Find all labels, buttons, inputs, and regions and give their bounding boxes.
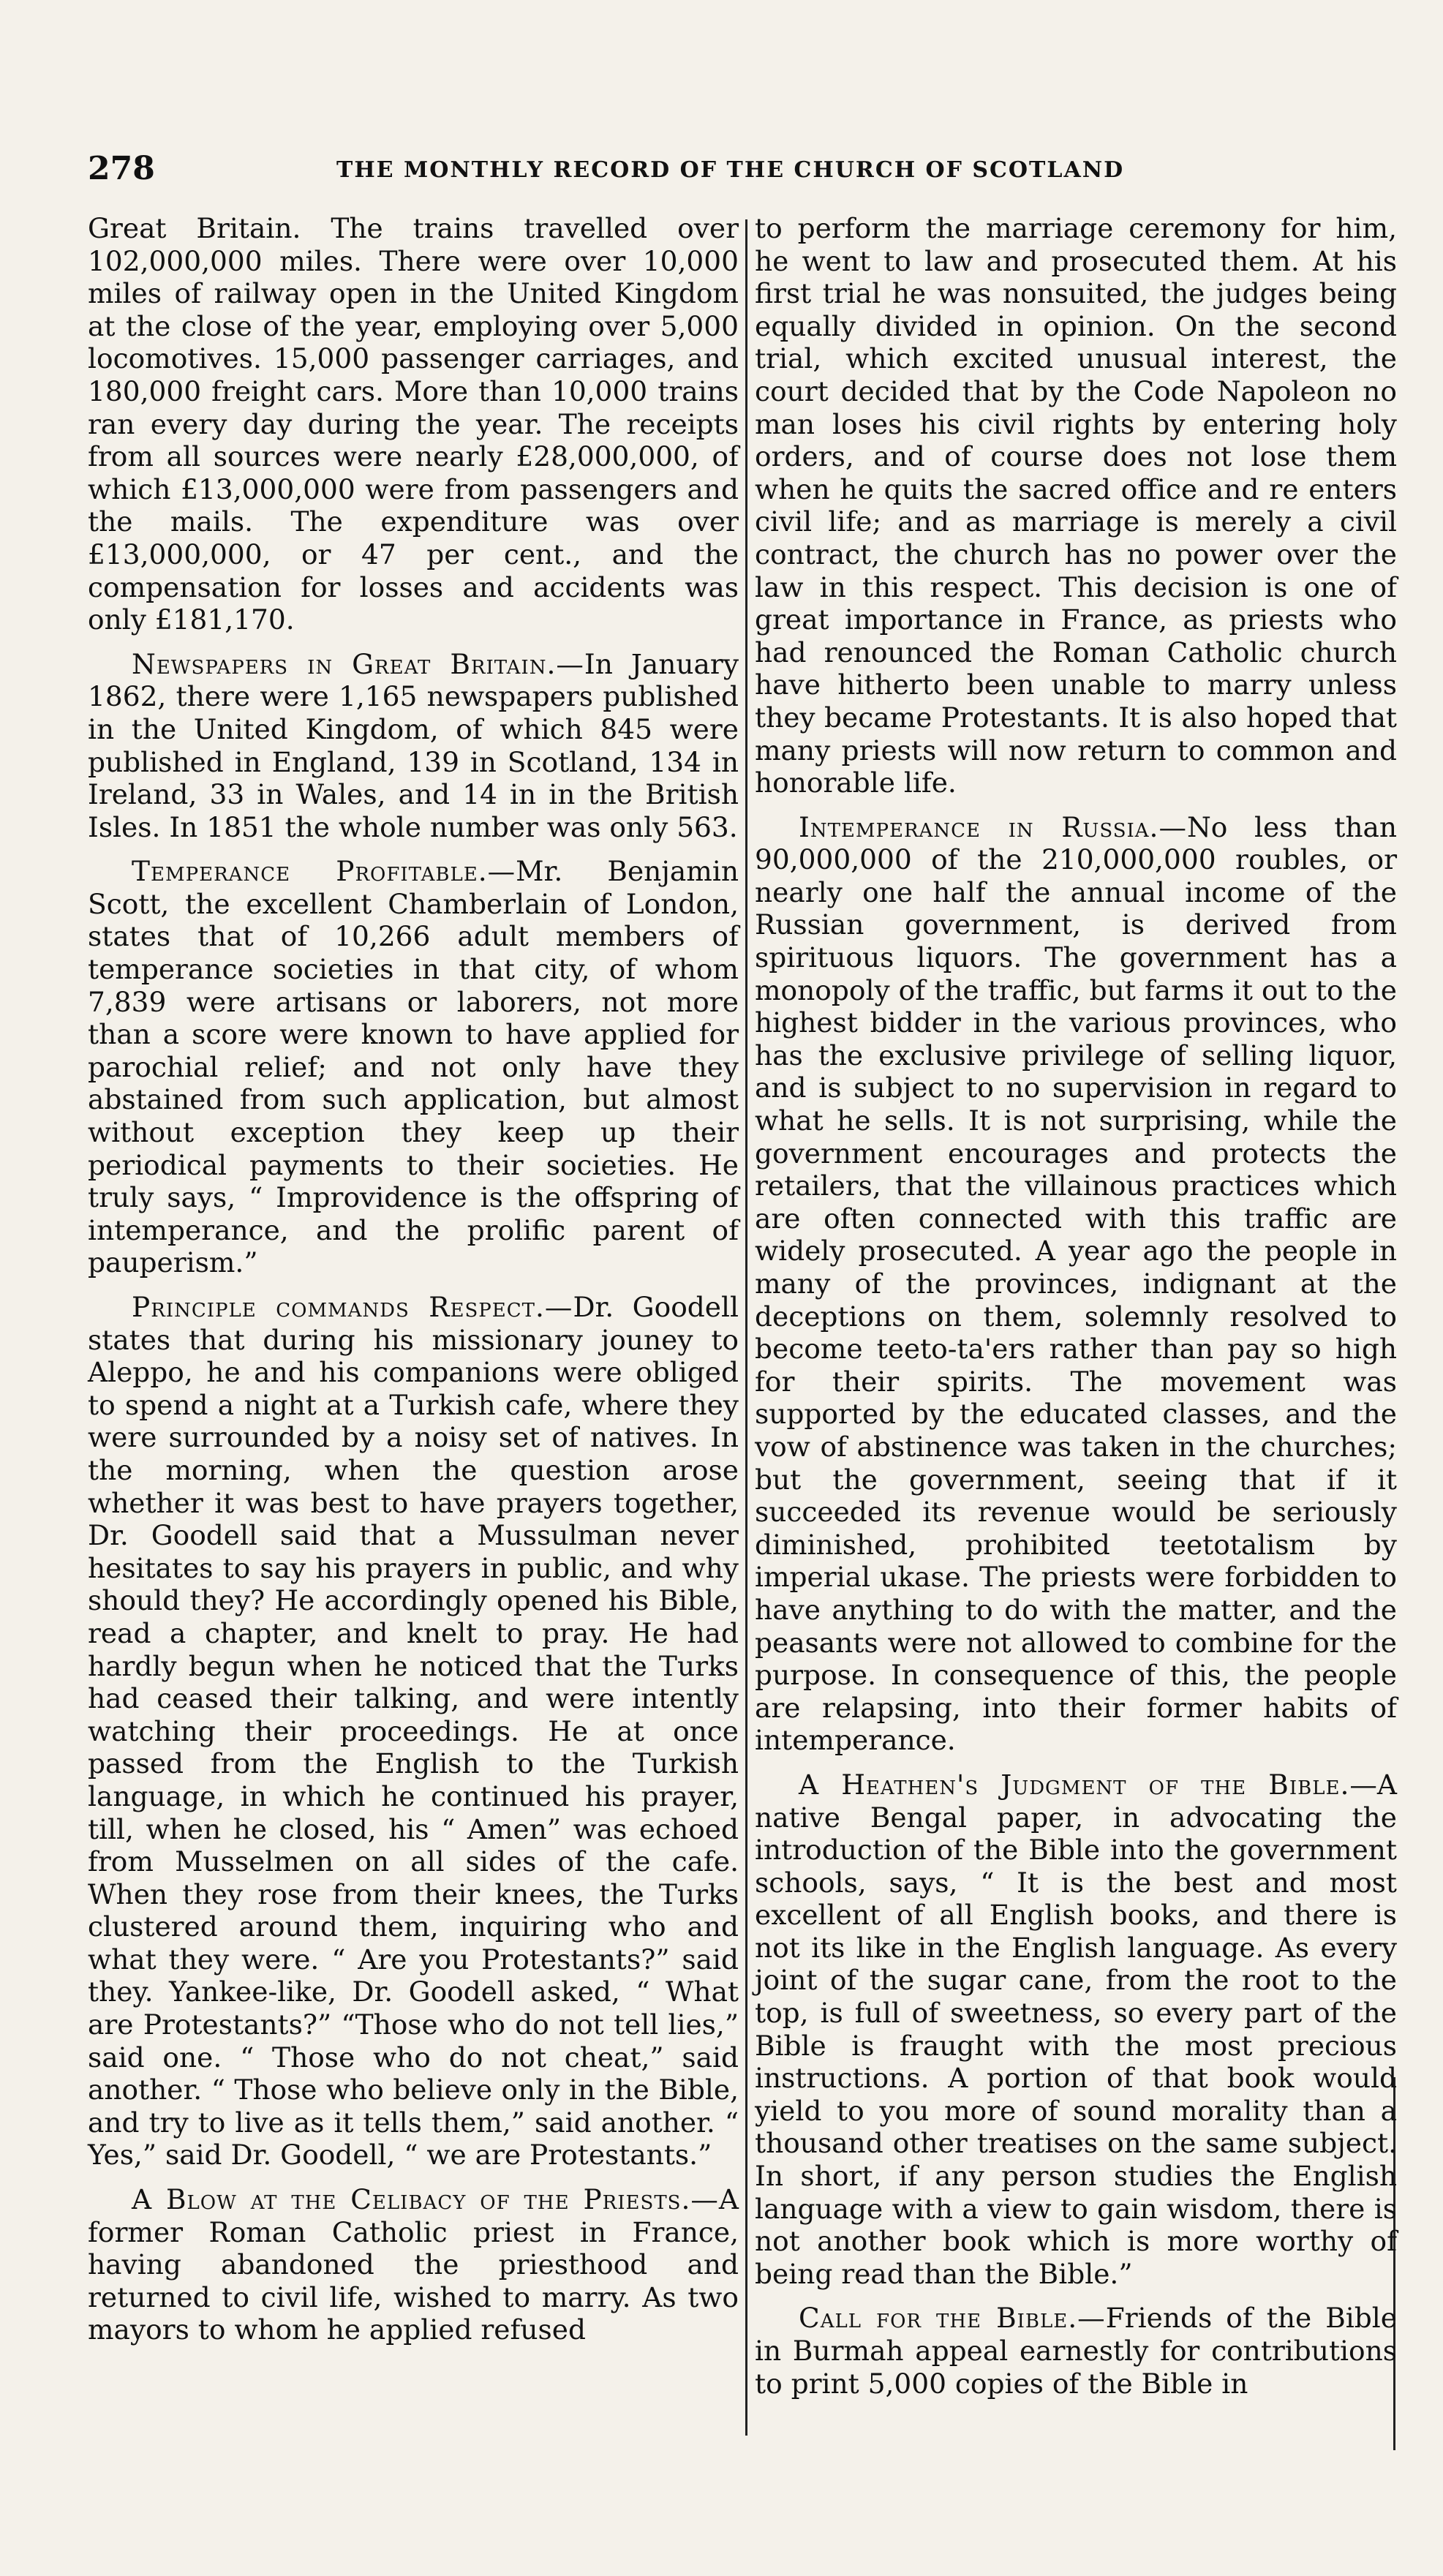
paragraph-text: to perform the marriage ceremony for him, he went to law and prosecuted them. At his first trial he was nonsuited, the judges being equally divided in opinion. On the second trial, which excited unusual interest, the court decided that by the Code Napoleon no man loses his civil rights by entering holy orders, and of course does not lose them when he quits the sacred office and re enters civil life; and as marriage is merely a civil contract, the church has no power over the law in this respect. This decision is one of great importance in France, as priests who had renounced the Roman Catholic church have hitherto been unable to marry unless they became Protestants. It is also hoped that many priests will now return to common and honorable life.	[755, 212, 1397, 799]
article-heading: A Heathen's Judgment of the Bible.	[799, 1768, 1350, 1801]
article-celibacy-of-priests	[88, 2183, 739, 2346]
article-heading: A Blow at the Celibacy of the Priests.—	[132, 2183, 719, 2216]
left-column	[88, 212, 739, 2358]
paragraph-text: Mr. Benjamin Scott, the excellent Chamberlain of London, states that of 10,266 adult members of temperance societies in that city, of whom 7,839 were artisans or laborers, not more than a score were known to have applied for parochial relief; and not only have they abstained from such application, but almost without exception they keep up their periodical payments to their societies. He truly says, “ Improvidence is the offspring of intemperance, and the prolific parent of pauperism.”	[88, 855, 739, 1279]
article-intemperance-russia	[755, 811, 1397, 1757]
paragraph-text: Great Britain. The trains travelled over 102,000,000 miles. There were over 10,000 miles of railway open in the United Kingdom at the close of the year, employing over 5,000 locomotives. 15,000 passenger carriages, and 180,000 freight cars. More than 10,000 trains ran every day during the year. The receipts from all sources were nearly £28,000,000, of which £13,000,000 were from passengers and the mails. The expenditure was over £13,000,000, or 47 per cent., and the compensation for losses and accidents was only £181,170.	[88, 212, 739, 636]
article-principle-commands-respect	[88, 1291, 739, 2172]
paragraph-text: Friends of the Bible in Burmah appeal earnestly for contributions to print 5,000 copies of the Bible in	[755, 2302, 1397, 2400]
article-heading: Newspapers in Great Britain.—	[132, 647, 584, 680]
article-celibacy-continued	[755, 212, 1397, 799]
paragraph-text: A former Roman Catholic priest in France, having abandoned the priesthood and returned to civil life, wished to marry. As two mayors to whom he applied refused	[88, 2183, 739, 2346]
right-column	[755, 212, 1397, 2411]
paragraph-text: No less than 90,000,000 of the 210,000,000 roubles, or nearly one half the annual income of the Russian government, is derived from spirituous liquors. The government has a monopoly of the traffic, but farms it out to the highest bidder in the various provinces, who has the exclusive privilege of selling liquor, and is subject to no supervision in regard to what he sells. It is not surprising, while the government encourages and protects the retailers, that the villainous practices which are often connected with this traffic are widely prosecuted. A year ago the people in many of the provinces, indignant at the deceptions on them, solemnly resolved to become teeto-ta'ers rather than pay so high for their spirits. The movement was supported by the educated classes, and the vow of abstinence was taken in the churches; but the government, seeing that if it succeeded its revenue would be seriously diminished, prohibited teetotalism by imperial ukase. The priests were forbidden to have anything to do with the matter, and the peasants were not allowed to combine for the purpose. In consequence of this, the people are relapsing, into their former habits of intemperance.	[755, 810, 1397, 1757]
article-call-for-bible	[755, 2302, 1397, 2400]
article-heading: Principle commands Respect.—	[132, 1291, 573, 1323]
article-heading: Temperance Profitable.—	[132, 855, 516, 888]
paragraph-text: Dr. Goodell states that during his missionary jouney to Aleppo, he and his companions were obliged to spend a night at a Turkish cafe, where they were surrounded by a noisy set of natives. In the morning, when the question arose whether it was best to have prayers together, Dr. Goodell said that a Mussulman never hesitates to say his prayers in public, and why should they? He accordingly opened his Bible, read a chapter, and knelt to pray. He had hardly begun when he noticed that the Turks had ceased their talking, and were intently watching their proceedings. He at once passed from the English to the Turkish language, in which he continued his prayer, till, when he closed, his “ Amen” was echoed from Musselmen on all sides of the cafe. When they rose from their knees, the Turks clustered around them, inquiring who and what they were. “ Are you Protestants?” said they. Yankee-like, Dr. Goodell asked, “ What are Protestants?” “Those who do not tell lies,” said one. “ Those who do not cheat,” said another. “ Those who believe only in the Bible, and try to live as it tells them,” said another. “ Yes,” said Dr. Goodell, “ we are Protestants.”	[88, 1291, 739, 2172]
running-title: THE MONTHLY RECORD OF THE CHURCH OF SCOTLAND	[336, 157, 1125, 183]
article-newspapers	[88, 648, 739, 844]
article-heading: Intemperance in Russia.—	[799, 810, 1187, 843]
paragraph-text: —A native Bengal paper, in advocating the introduction of the Bible into the government schools, says, “ It is the best and most excellent of all English books, and there is not its like in the English language. As every joint of the sugar cane, from the root to the top, is full of sweetness, so every part of the Bible is fraught with the most precious instructions. A portion of that book would yield to you more of sound morality than a thousand other treatises on the same subject. In short, if any person studies the English language with a view to gain wisdom, there is not another book which is more worthy of being read than the Bible.”	[755, 1768, 1397, 2290]
page-header	[88, 150, 1390, 194]
paragraph-text: In January 1862, there were 1,165 newspapers published in the United Kingdom, of which 845 were published in England, 139 in Scotland, 134 in Ireland, 33 in Wales, and 14 in in the British Isles. In 1851 the whole number was only 563.	[88, 647, 739, 843]
column-divider	[745, 219, 747, 2436]
page-number: 278	[88, 150, 155, 187]
article-heading: Call for the Bible.—	[799, 2302, 1106, 2335]
article-railways-continued	[88, 212, 739, 636]
article-heathens-judgment	[755, 1769, 1397, 2291]
article-temperance-profitable	[88, 855, 739, 1279]
